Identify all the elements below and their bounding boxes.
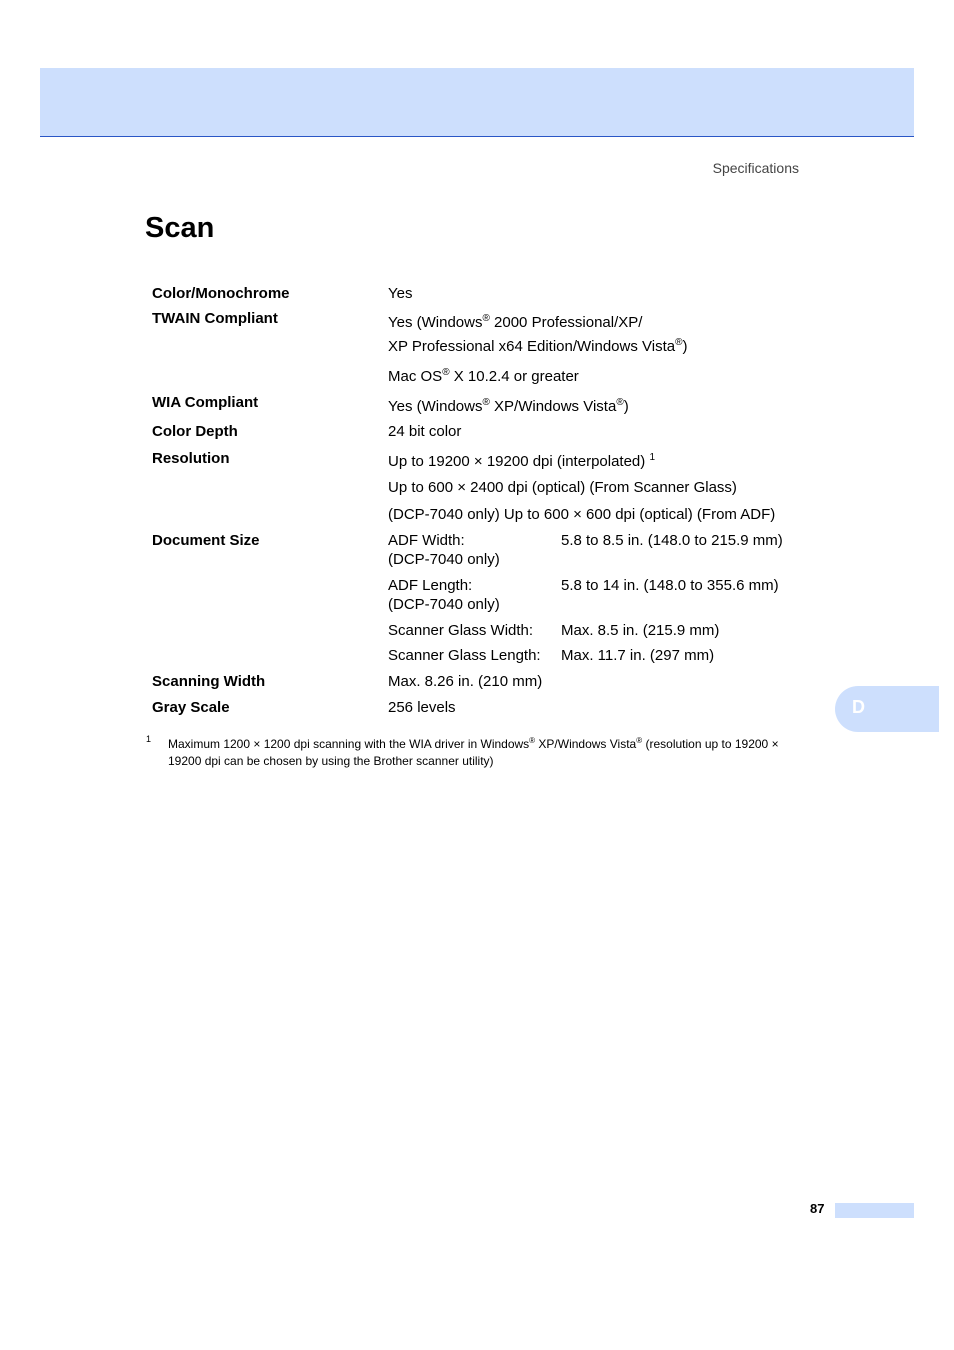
footnote-mark: 1 — [146, 734, 152, 744]
row-value-resolution-line1: Up to 19200 × 19200 dpi (interpolated) $^1$ — [388, 452, 656, 470]
row-value-twain-line3: Mac OS® X 10.2.4 or greater — [388, 367, 579, 385]
side-tab-letter: D — [852, 697, 865, 717]
adf-length-value: 5.8 to 14 in. (148.0 to 355.6 mm) — [561, 577, 779, 594]
running-head: Specifications — [712, 160, 799, 176]
header-band — [40, 68, 914, 137]
row-value-resolution-line3: (DCP-7040 only) Up to 600 × 600 dpi (optical) (From ADF) — [388, 506, 776, 523]
adf-width-note: (DCP-7040 only) — [388, 551, 500, 568]
page-number: 87 — [810, 1201, 825, 1216]
row-label-color-monochrome: Color/Monochrome — [152, 285, 290, 302]
row-label-twain: TWAIN Compliant — [152, 310, 278, 327]
row-label-scanning-width: Scanning Width — [152, 673, 266, 690]
row-label-gray-scale: Gray Scale — [152, 699, 230, 716]
page-title: Scan — [145, 212, 215, 244]
page-number-bar — [835, 1203, 914, 1218]
row-value-color-depth: 24 bit color — [388, 423, 462, 440]
row-value-twain-line1: Yes (Windows® 2000 Professional/XP/ — [388, 313, 643, 331]
row-label-document-size: Document Size — [152, 532, 260, 549]
row-value-scanning-width: Max. 8.26 in. (210 mm) — [388, 673, 543, 690]
row-value-gray-scale: 256 levels — [388, 699, 456, 716]
appendix-side-tab — [835, 686, 939, 732]
adf-length-key: ADF Length: — [388, 577, 473, 594]
row-value-twain-line2: XP Professional x64 Edition/Windows Vista®) — [388, 337, 688, 355]
row-label-resolution: Resolution — [152, 450, 230, 467]
row-value-color-monochrome: Yes — [388, 285, 413, 302]
adf-width-key: ADF Width: — [388, 532, 465, 549]
glass-width-key: Scanner Glass Width: — [388, 622, 534, 639]
glass-width-value: Max. 8.5 in. (215.9 mm) — [561, 622, 720, 639]
footnote-text: Maximum 1200 × 1200 dpi scanning with the WIA driver in Windows® XP/Windows Vista® (resolution up to 19200 × 19200 dpi can be chosen by using the Brother scanner utility) — [168, 736, 779, 768]
glass-length-value: Max. 11.7 in. (297 mm) — [561, 647, 715, 664]
row-label-color-depth: Color Depth — [152, 423, 238, 440]
adf-length-note: (DCP-7040 only) — [388, 596, 500, 613]
row-value-wia: Yes (Windows® XP/Windows Vista®) — [388, 397, 629, 415]
row-label-wia: WIA Compliant — [152, 394, 259, 411]
row-value-resolution-line2: Up to 600 × 2400 dpi (optical) (From Scanner Glass) — [388, 479, 737, 496]
glass-length-key: Scanner Glass Length: — [388, 647, 541, 664]
adf-width-value: 5.8 to 8.5 in. (148.0 to 215.9 mm) — [561, 532, 783, 549]
footnote-ref: 1 — [649, 452, 656, 463]
